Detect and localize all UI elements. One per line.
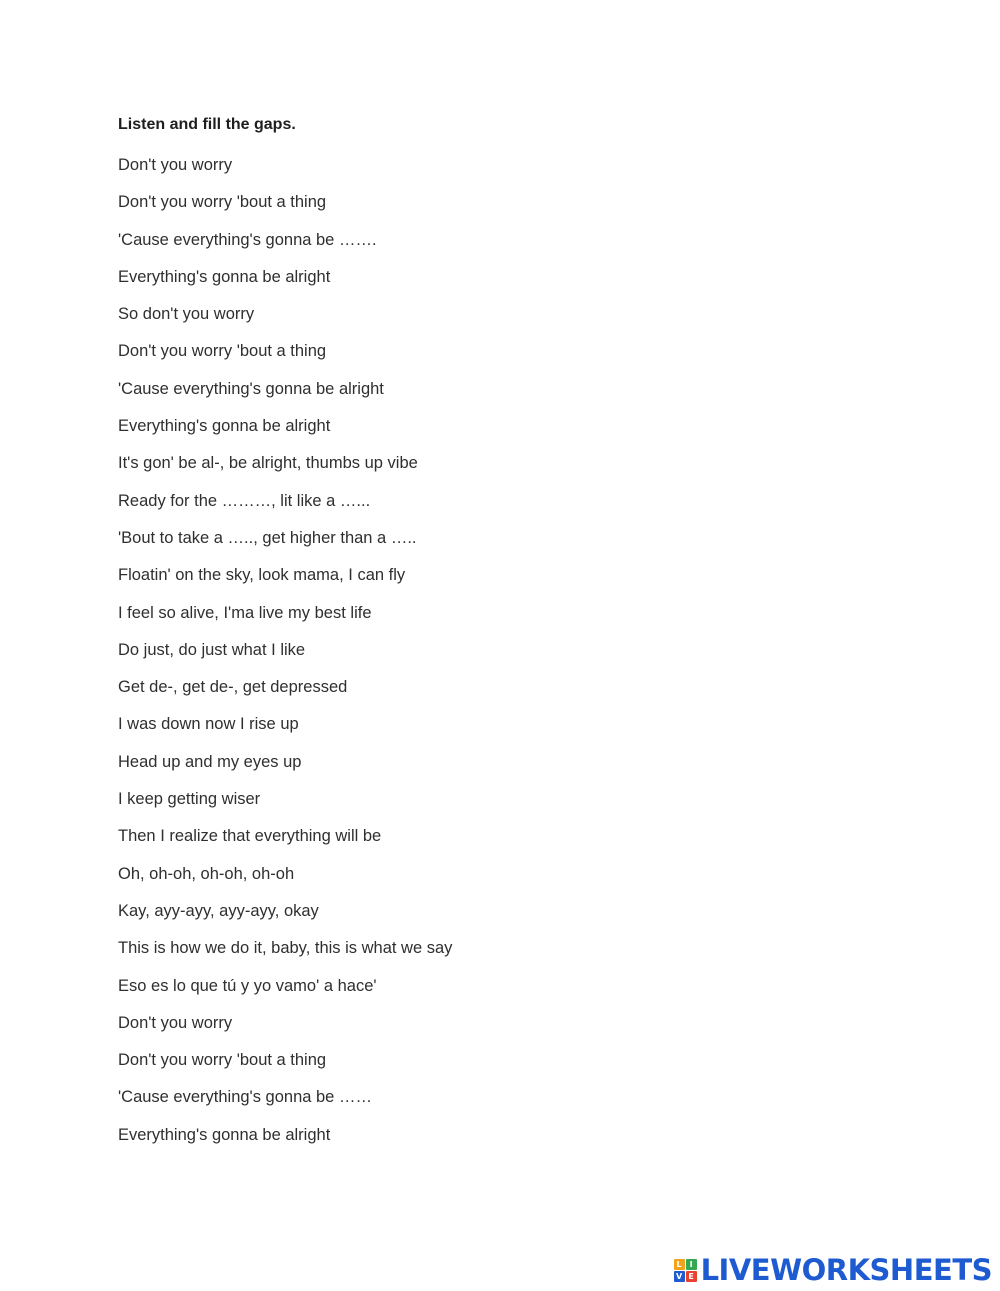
- lyric-line: Get de-, get de-, get depressed: [118, 678, 348, 697]
- lyric-line: This is how we do it, baby, this is what we say: [118, 939, 453, 958]
- worksheet-title: Listen and fill the gaps.: [118, 116, 296, 133]
- lyric-line: Don't you worry: [118, 156, 233, 174]
- lyric-line: Everything's gonna be alright: [118, 417, 331, 436]
- lyric-line: 'Cause everything's gonna be alright: [118, 379, 384, 398]
- lyric-line: Don't you worry: [118, 1013, 233, 1032]
- lyric-line: I keep getting wiser: [118, 790, 261, 809]
- lyric-line: Floatin' on the sky, look mama, I can fly: [118, 566, 406, 585]
- lyric-line: I feel so alive, I'ma live my best life: [118, 603, 372, 622]
- brand-name: LIVEWORKSHEETS: [700, 1253, 992, 1287]
- lyric-line: It's gon' be al-, be alright, thumbs up vibe: [118, 454, 418, 473]
- liveworksheets-brand: [674, 1255, 992, 1285]
- lyric-line: Don't you worry 'bout a thing: [118, 193, 327, 212]
- logo-letter: E: [686, 1271, 697, 1282]
- logo-letter: L: [674, 1259, 685, 1270]
- logo-letter: V: [674, 1271, 685, 1282]
- lyric-line: I was down now I rise up: [118, 715, 299, 734]
- lyric-line: Eso es lo que tú y yo vamo' a hace': [118, 976, 377, 995]
- logo-letter: I: [686, 1259, 697, 1270]
- lyric-line: Don't you worry 'bout a thing: [118, 1051, 327, 1070]
- lyric-line: Then I realize that everything will be: [118, 827, 382, 846]
- lyric-line: 'Bout to take a ….., get higher than a …..: [118, 528, 417, 547]
- lyric-line: Don't you worry 'bout a thing: [118, 342, 327, 361]
- lyric-line: 'Cause everything's gonna be …….: [118, 230, 377, 249]
- lyric-line: Everything's gonna be alright: [118, 267, 331, 286]
- lyrics-list: [118, 154, 452, 1161]
- lyric-line: Oh, oh-oh, oh-oh, oh-oh: [118, 864, 295, 883]
- lyric-line: Kay, ayy-ayy, ayy-ayy, okay: [118, 901, 319, 920]
- lyric-line: Ready for the ………, lit like a …...: [118, 491, 371, 510]
- lyric-line: Everything's gonna be alright: [118, 1125, 331, 1144]
- lyric-line: Do just, do just what I like: [118, 640, 306, 659]
- liveworksheets-logo-icon: [674, 1259, 697, 1282]
- lyric-line: Head up and my eyes up: [118, 752, 302, 771]
- lyric-line: So don't you worry: [118, 305, 255, 324]
- lyric-line: 'Cause everything's gonna be ……: [118, 1088, 372, 1107]
